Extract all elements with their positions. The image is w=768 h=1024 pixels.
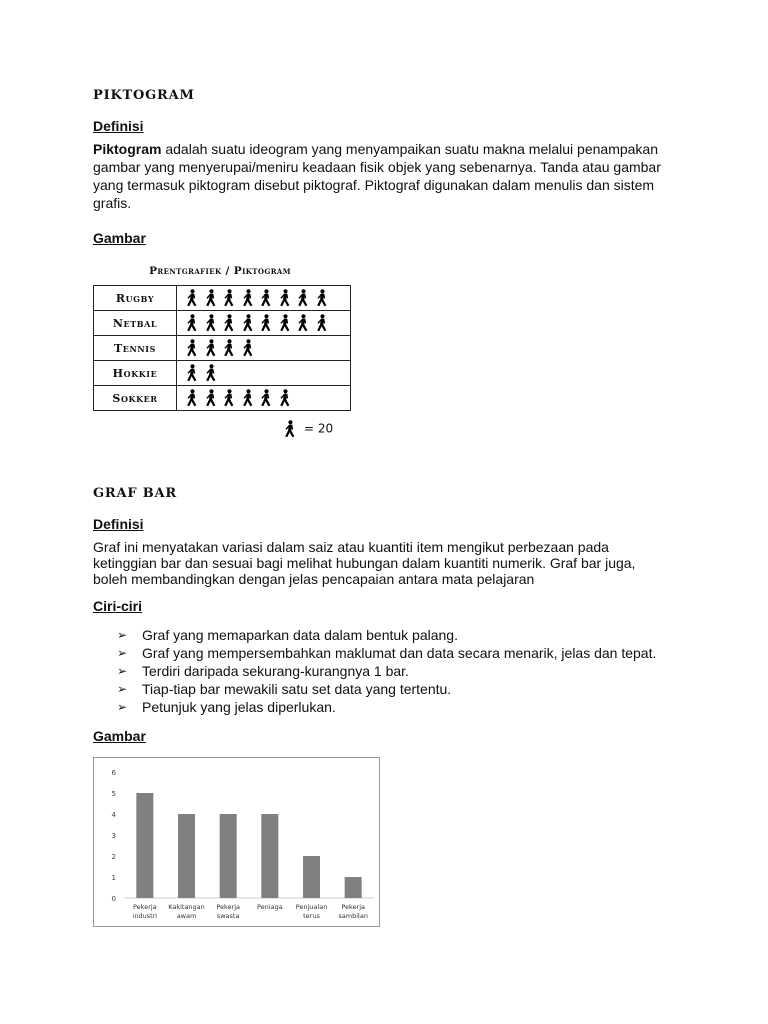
runner-icon	[315, 314, 328, 332]
piktogram-definition	[93, 140, 678, 212]
x-tick-label: Peniaga	[256, 903, 283, 911]
pictogram-row-icons	[177, 311, 351, 336]
runner-icon	[185, 339, 198, 357]
list-item-text: Graf yang mempersembahkan maklumat dan data secara menarik, jelas dan tepat.	[142, 645, 657, 661]
runner-icon	[283, 420, 296, 438]
runner-icon	[278, 389, 291, 407]
y-tick-label: 5	[111, 790, 116, 798]
runner-icon	[204, 314, 217, 332]
bar	[178, 814, 195, 898]
runner-icon	[204, 389, 217, 407]
pictogram-row-label: Rugby	[94, 286, 177, 311]
runner-icon	[222, 314, 235, 332]
bar-chart	[93, 757, 380, 927]
runner-icon	[241, 339, 254, 357]
runner-icon	[185, 364, 198, 382]
piktogram-definition-text: adalah suatu ideogram yang menyampaikan suatu makna melalui penampakan gambar yang menyerupai/meniru keadaan fisik objek yang sebenarnya. Tanda atau gambar yang termasuk piktogram disebut piktograf. Piktograf digunakan dalam menulis dan sistem grafis.	[93, 141, 661, 211]
pictogram-row	[94, 386, 351, 411]
bar	[136, 793, 153, 898]
section-title-grafbar: GRAF BAR	[93, 486, 178, 501]
definisi-heading-piktogram: Definisi	[93, 118, 144, 134]
pictogram-row	[94, 286, 351, 311]
runner-icon	[204, 364, 217, 382]
x-tick-label: awam	[176, 912, 197, 920]
runner-icon	[241, 314, 254, 332]
bar	[345, 877, 362, 898]
runner-icon	[222, 339, 235, 357]
piktogram-term: Piktogram	[93, 141, 162, 157]
x-tick-label: Pekerja	[132, 903, 157, 911]
list-item	[117, 662, 717, 680]
pictogram-row-icons	[177, 286, 351, 311]
y-tick-label: 2	[111, 853, 116, 861]
runner-icon	[278, 314, 291, 332]
runner-icon	[259, 289, 272, 307]
runner-icon	[222, 289, 235, 307]
x-tick-label: sambilan	[338, 912, 368, 920]
y-tick-label: 6	[111, 769, 116, 777]
list-item	[117, 680, 717, 698]
x-tick-label: swasta	[216, 912, 240, 920]
pictogram-row-icons	[177, 361, 351, 386]
runner-icon	[204, 289, 217, 307]
list-item-text: Petunjuk yang jelas diperlukan.	[142, 699, 336, 715]
runner-icon	[222, 389, 235, 407]
pictogram-caption: Prentgrafiek / Piktogram	[149, 265, 291, 277]
arrow-bullet-icon: ➢	[117, 628, 128, 642]
ciri-heading: Ciri-ciri	[93, 598, 143, 614]
arrow-bullet-icon: ➢	[117, 682, 128, 696]
ciri-list	[117, 626, 717, 716]
x-tick-label: Pekerja	[216, 903, 241, 911]
list-item-text: Terdiri daripada sekurang-kurangnya 1 bar.	[142, 663, 409, 679]
pictogram-row-label: Tennis	[94, 336, 177, 361]
bar	[261, 814, 278, 898]
runner-icon	[259, 314, 272, 332]
gambar-heading-grafbar: Gambar	[93, 728, 146, 744]
list-item	[117, 626, 717, 644]
y-tick-label: 4	[111, 811, 116, 819]
pictogram-legend	[283, 420, 333, 438]
runner-icon	[185, 289, 198, 307]
y-tick-label: 1	[111, 874, 116, 882]
arrow-bullet-icon: ➢	[117, 664, 128, 678]
runner-icon	[259, 389, 272, 407]
pictogram-row	[94, 361, 351, 386]
runner-icon	[204, 339, 217, 357]
x-tick-label: Kakitangan	[168, 903, 205, 911]
y-tick-label: 0	[111, 895, 116, 903]
y-tick-label: 3	[111, 832, 116, 840]
arrow-bullet-icon: ➢	[117, 700, 128, 714]
pictogram-table	[93, 285, 351, 411]
pictogram-row-label: Sokker	[94, 386, 177, 411]
x-tick-label: industri	[132, 912, 158, 920]
runner-icon	[185, 314, 198, 332]
runner-icon	[241, 389, 254, 407]
x-tick-label: Pekerja	[341, 903, 366, 911]
list-item-text: Tiap-tiap bar mewakili satu set data yang tertentu.	[142, 681, 452, 697]
definisi-heading-grafbar: Definisi	[93, 516, 144, 532]
runner-icon	[278, 289, 291, 307]
list-item	[117, 644, 717, 662]
pictogram-row	[94, 336, 351, 361]
section-title-piktogram: PIKTOGRAM	[93, 88, 195, 103]
runner-icon	[185, 389, 198, 407]
arrow-bullet-icon: ➢	[117, 646, 128, 660]
gambar-heading-piktogram: Gambar	[93, 230, 146, 246]
runner-icon	[315, 289, 328, 307]
list-item-text: Graf yang memaparkan data dalam bentuk palang.	[142, 627, 458, 643]
pictogram-row	[94, 311, 351, 336]
runner-icon	[296, 314, 309, 332]
pictogram-row-label: Netbal	[94, 311, 177, 336]
pictogram-legend-text: = 20	[304, 421, 334, 436]
x-tick-label: terus	[303, 912, 320, 920]
bar	[303, 856, 320, 898]
pictogram-row-icons	[177, 386, 351, 411]
x-tick-label: Penjualan	[295, 903, 328, 911]
pictogram-row-label: Hokkie	[94, 361, 177, 386]
runner-icon	[296, 289, 309, 307]
list-item	[117, 698, 717, 716]
grafbar-definition: Graf ini menyatakan variasi dalam saiz atau kuantiti item mengikut perbezaan pada ketinggian bar dan sesuai bagi melihat hubungan dalam kuantiti numerik. Graf bar juga, boleh membandingkan dengan jelas pencapaian antara mata pelajaran	[93, 539, 636, 587]
runner-icon	[241, 289, 254, 307]
pictogram-row-icons	[177, 336, 351, 361]
bar	[220, 814, 237, 898]
